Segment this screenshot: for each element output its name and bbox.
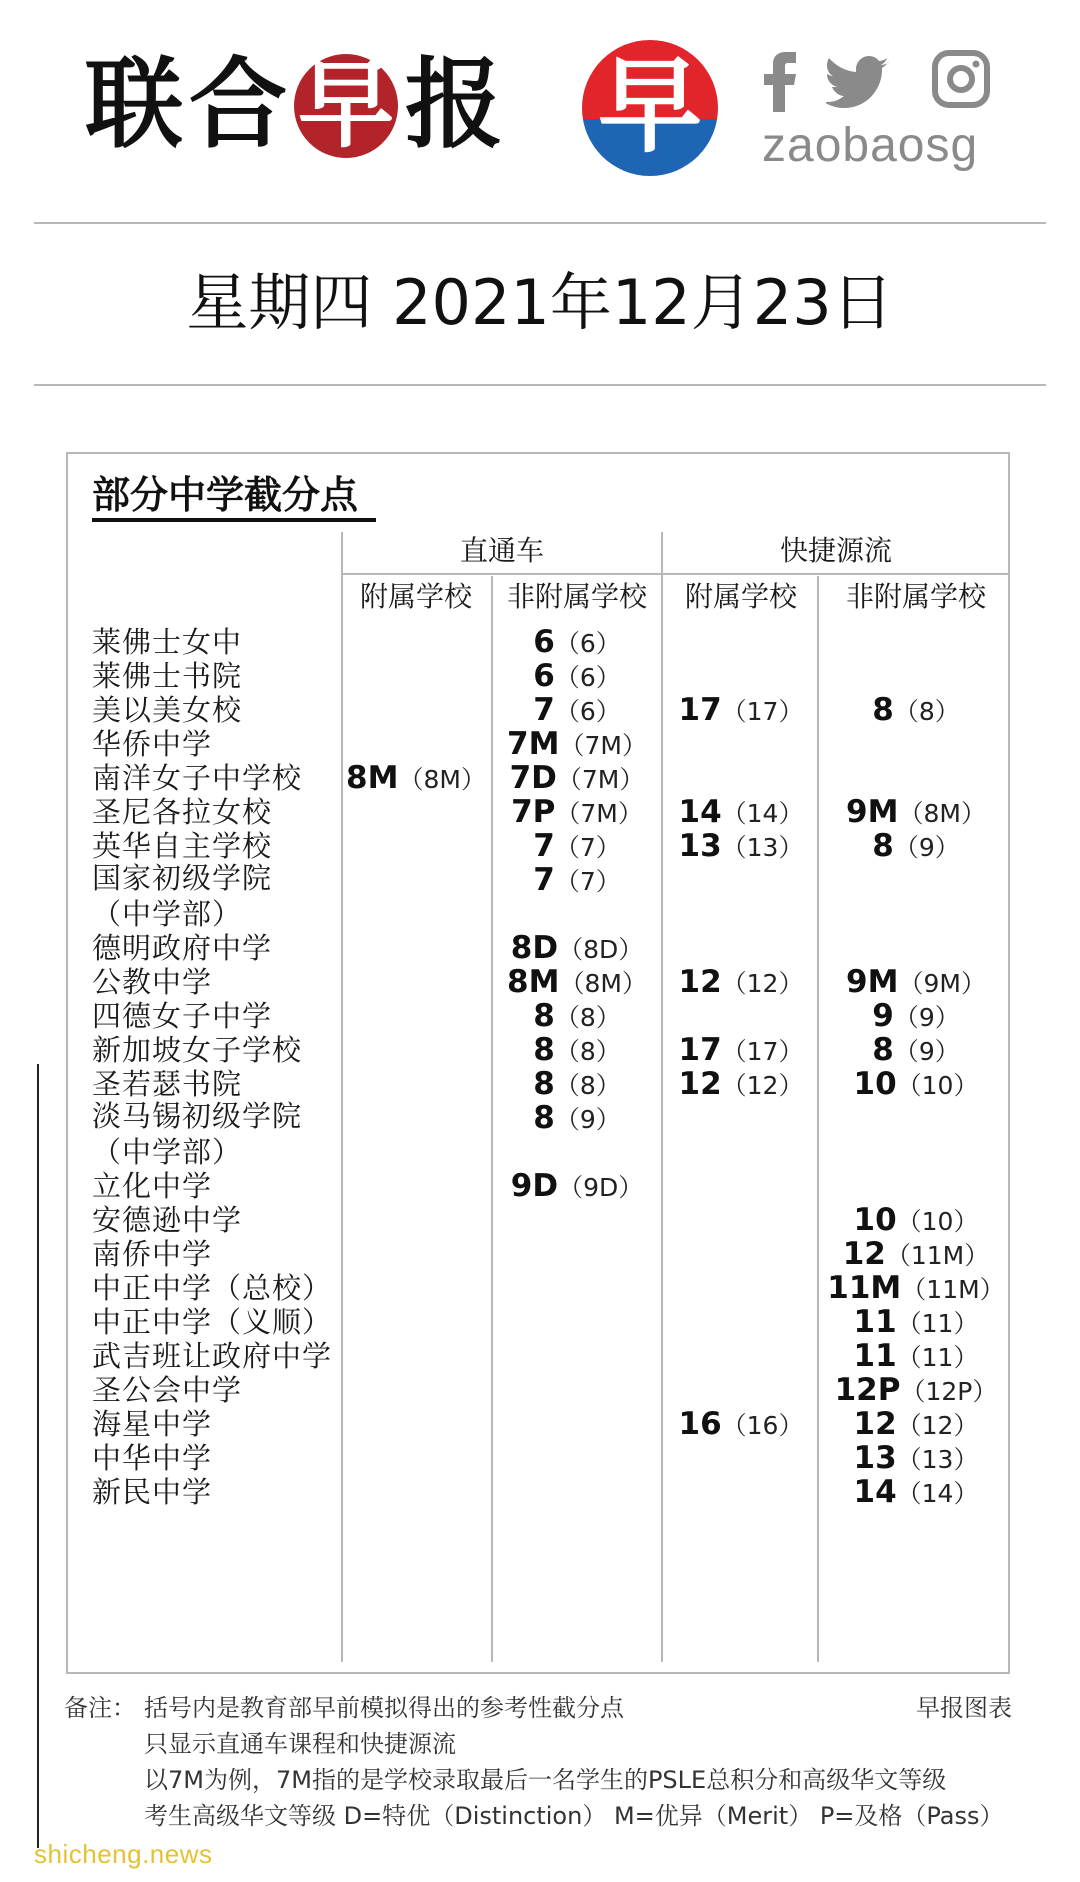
simulated-cutoff-value: （8） xyxy=(554,1003,621,1032)
simulated-cutoff-value: （8M） xyxy=(898,799,986,828)
cutoff-value: 9M xyxy=(846,794,899,830)
note-label: 备注： xyxy=(64,1694,136,1722)
cutoff-value: 8M xyxy=(507,964,560,1000)
school-name xyxy=(92,1472,212,1512)
table-row xyxy=(0,1472,1080,1512)
zaobao-round-logo xyxy=(582,40,718,176)
cutoff-value: 8 xyxy=(533,1100,555,1136)
cutoff-value: 17 xyxy=(678,1032,722,1068)
simulated-cutoff-value: （7） xyxy=(554,867,621,896)
cutoff-cell xyxy=(492,860,662,900)
simulated-cutoff-value: （9） xyxy=(554,1105,621,1134)
cutoff-value: 14 xyxy=(853,1474,897,1510)
cutoff-cell xyxy=(820,1472,1012,1512)
simulated-cutoff-value: （9） xyxy=(893,1037,960,1066)
school-name-line: （中学部） xyxy=(92,897,243,931)
group-header-rule xyxy=(341,573,1010,575)
subheader-non-affiliated: 非附属学校 xyxy=(845,580,986,613)
school-name-line: 英华自主学校 xyxy=(92,829,273,863)
cutoff-value: 7M xyxy=(507,726,560,762)
school-name-line: 华侨中学 xyxy=(92,727,213,761)
note-line: 括号内是教育部早前模拟得出的参考性截分点 xyxy=(144,1694,624,1722)
simulated-cutoff-value: （8） xyxy=(554,1037,621,1066)
cutoff-value: 12P xyxy=(834,1372,901,1408)
simulated-cutoff-value: （7M） xyxy=(555,799,643,828)
simulated-cutoff-value: （14） xyxy=(896,1479,979,1508)
cutoff-value: 12 xyxy=(853,1406,897,1442)
cutoff-value: 6 xyxy=(533,624,555,660)
school-name-line: 武吉班让政府中学 xyxy=(92,1339,333,1373)
note-line: 以7M为例，7M指的是学校录取最后一名学生的PSLE总积分和高级华文等级 xyxy=(144,1766,947,1794)
cutoff-cell xyxy=(820,1098,1012,1138)
subheader-non-affiliated: 非附属学校 xyxy=(506,580,647,613)
simulated-cutoff-value: （13） xyxy=(896,1445,979,1474)
masthead-char: 联 xyxy=(84,47,183,162)
social-handle: zaobaosg xyxy=(762,119,979,172)
cutoff-value: 11M xyxy=(827,1270,902,1306)
cutoff-value: 10 xyxy=(853,1066,897,1102)
simulated-cutoff-value: （17） xyxy=(721,697,804,726)
cutoff-value: 12 xyxy=(842,1236,886,1272)
school-name xyxy=(92,1098,302,1174)
cutoff-value: 8 xyxy=(872,692,894,728)
cutoff-value: 14 xyxy=(678,794,722,830)
simulated-cutoff-value: （12P） xyxy=(900,1377,998,1406)
left-edge-mark xyxy=(37,1064,39,1848)
simulated-cutoff-value: （11） xyxy=(896,1343,979,1372)
cutoff-value: 13 xyxy=(853,1440,897,1476)
simulated-cutoff-value: （9） xyxy=(893,833,960,862)
simulated-cutoff-value: （6） xyxy=(554,663,621,692)
header-rule-top xyxy=(34,222,1046,224)
school-name-line: 新加坡女子学校 xyxy=(92,1033,303,1067)
simulated-cutoff-value: （14） xyxy=(721,799,804,828)
school-name-line: 国家初级学院 xyxy=(92,861,273,895)
cutoff-value: 16 xyxy=(678,1406,722,1442)
simulated-cutoff-value: （12） xyxy=(896,1411,979,1440)
cutoff-cell xyxy=(492,1472,662,1512)
table-row xyxy=(0,1098,1080,1169)
table-row xyxy=(0,860,1080,931)
cutoff-value: 12 xyxy=(678,964,722,1000)
school-name-line: 新民中学 xyxy=(92,1475,213,1509)
cutoff-value: 11 xyxy=(853,1304,897,1340)
simulated-cutoff-value: （13） xyxy=(721,833,804,862)
header-rule-bottom xyxy=(34,384,1046,386)
cutoff-value: 8M xyxy=(346,760,399,796)
simulated-cutoff-value: （6） xyxy=(554,629,621,658)
cutoff-cell xyxy=(492,1098,662,1138)
facebook-icon[interactable] xyxy=(760,52,800,112)
simulated-cutoff-value: （6） xyxy=(554,697,621,726)
simulated-cutoff-value: （10） xyxy=(896,1071,979,1100)
school-name-line: 南侨中学 xyxy=(92,1237,213,1271)
masthead-char: 报 xyxy=(404,47,503,162)
school-name-line: 淡马锡初级学院 xyxy=(92,1099,303,1133)
simulated-cutoff-value: （12） xyxy=(721,969,804,998)
school-name-line: 中正中学（总校） xyxy=(92,1271,333,1305)
simulated-cutoff-value: （9） xyxy=(893,1003,960,1032)
simulated-cutoff-value: （8D） xyxy=(558,935,644,964)
school-name-line: 德明政府中学 xyxy=(92,931,273,965)
school-name-line: 莱佛士书院 xyxy=(92,659,243,693)
cutoff-value: 8 xyxy=(533,1066,555,1102)
cutoff-value: 11 xyxy=(853,1338,897,1374)
simulated-cutoff-value: （10） xyxy=(896,1207,979,1236)
masthead-logo xyxy=(82,46,522,166)
school-name-line: 立化中学 xyxy=(92,1169,213,1203)
school-name-line: 中正中学（义顺） xyxy=(92,1305,333,1339)
cutoff-value: 7 xyxy=(533,692,555,728)
cutoff-value: 7P xyxy=(511,794,556,830)
cutoff-value: 7 xyxy=(533,862,555,898)
school-name-line: 四德女子中学 xyxy=(92,999,273,1033)
cutoff-cell xyxy=(664,860,818,900)
simulated-cutoff-value: （8M） xyxy=(559,969,647,998)
simulated-cutoff-value: （12） xyxy=(721,1071,804,1100)
cutoff-value: 17 xyxy=(678,692,722,728)
cutoff-value: 8 xyxy=(533,1032,555,1068)
cutoff-value: 12 xyxy=(678,1066,722,1102)
school-name-line: 莱佛士女中 xyxy=(92,625,243,659)
simulated-cutoff-value: （16） xyxy=(721,1411,804,1440)
simulated-cutoff-value: （7） xyxy=(554,833,621,862)
school-name-line: 安德逊中学 xyxy=(92,1203,243,1237)
watermark: shicheng.news xyxy=(34,1839,213,1869)
school-name-line: 中华中学 xyxy=(92,1441,213,1475)
cutoff-value: 7D xyxy=(509,760,557,796)
cutoff-cell xyxy=(664,1472,818,1512)
school-name-line: 公教中学 xyxy=(92,965,213,999)
twitter-icon[interactable] xyxy=(826,56,890,110)
subheader-affiliated: 附属学校 xyxy=(684,580,797,613)
subheader-affiliated: 附属学校 xyxy=(359,580,472,613)
school-name-line: 海星中学 xyxy=(92,1407,213,1441)
cutoff-cell xyxy=(664,1098,818,1138)
cutoff-value: 8D xyxy=(510,930,559,966)
school-name-line: 圣尼各拉女校 xyxy=(92,795,273,829)
cutoff-value: 13 xyxy=(678,828,722,864)
simulated-cutoff-value: （17） xyxy=(721,1037,804,1066)
simulated-cutoff-value: （8） xyxy=(554,1071,621,1100)
cutoff-value: 9M xyxy=(846,964,899,1000)
cutoff-cell xyxy=(342,860,490,900)
simulated-cutoff-value: （11M） xyxy=(885,1241,990,1270)
school-name-line: 圣公会中学 xyxy=(92,1373,243,1407)
cutoff-value: 6 xyxy=(533,658,555,694)
cutoff-value: 9 xyxy=(872,998,894,1034)
table-title: 部分中学截分点 xyxy=(92,473,359,517)
cutoff-value: 9D xyxy=(510,1168,559,1204)
cutoff-value: 8 xyxy=(872,828,894,864)
table-title-underline xyxy=(92,518,376,522)
simulated-cutoff-value: （7M） xyxy=(556,765,645,794)
group-header-express: 快捷源流 xyxy=(779,534,892,567)
cutoff-value: 8 xyxy=(533,998,555,1034)
note-line: 只显示直通车课程和快捷源流 xyxy=(144,1730,456,1758)
cutoff-value: 10 xyxy=(853,1202,897,1238)
simulated-cutoff-value: （8） xyxy=(893,697,960,726)
simulated-cutoff-value: （11M） xyxy=(901,1275,1005,1304)
school-name-line: （中学部） xyxy=(92,1135,243,1169)
school-name xyxy=(92,860,272,936)
school-name-line: 美以美女校 xyxy=(92,693,243,727)
note-line: 考生高级华文等级 D=特优（Distinction） M=优异（Merit） P=及格（Pass） xyxy=(144,1802,1004,1830)
logo-char: 早 xyxy=(597,44,702,167)
cutoff-value: 8 xyxy=(872,1032,894,1068)
cutoff-cell xyxy=(342,1472,490,1512)
simulated-cutoff-value: （11） xyxy=(896,1309,979,1338)
instagram-icon[interactable] xyxy=(932,50,990,108)
cutoff-value: 7 xyxy=(533,828,555,864)
publication-date: 星期四 2021年12月23日 xyxy=(186,266,894,339)
masthead-char: 合 xyxy=(188,47,287,162)
simulated-cutoff-value: （9D） xyxy=(558,1173,644,1202)
simulated-cutoff-value: （9M） xyxy=(898,969,986,998)
simulated-cutoff-value: （7M） xyxy=(559,731,647,760)
simulated-cutoff-value: （8M） xyxy=(398,765,486,794)
cutoff-cell xyxy=(342,1098,490,1138)
group-header-direct: 直通车 xyxy=(459,534,544,567)
cutoff-cell xyxy=(820,860,1012,900)
graphic-credit: 早报图表 xyxy=(916,1694,1012,1722)
masthead-char: 早 xyxy=(298,48,394,161)
school-name-line: 圣若瑟书院 xyxy=(92,1067,243,1101)
school-name-line: 南洋女子中学校 xyxy=(92,761,303,795)
